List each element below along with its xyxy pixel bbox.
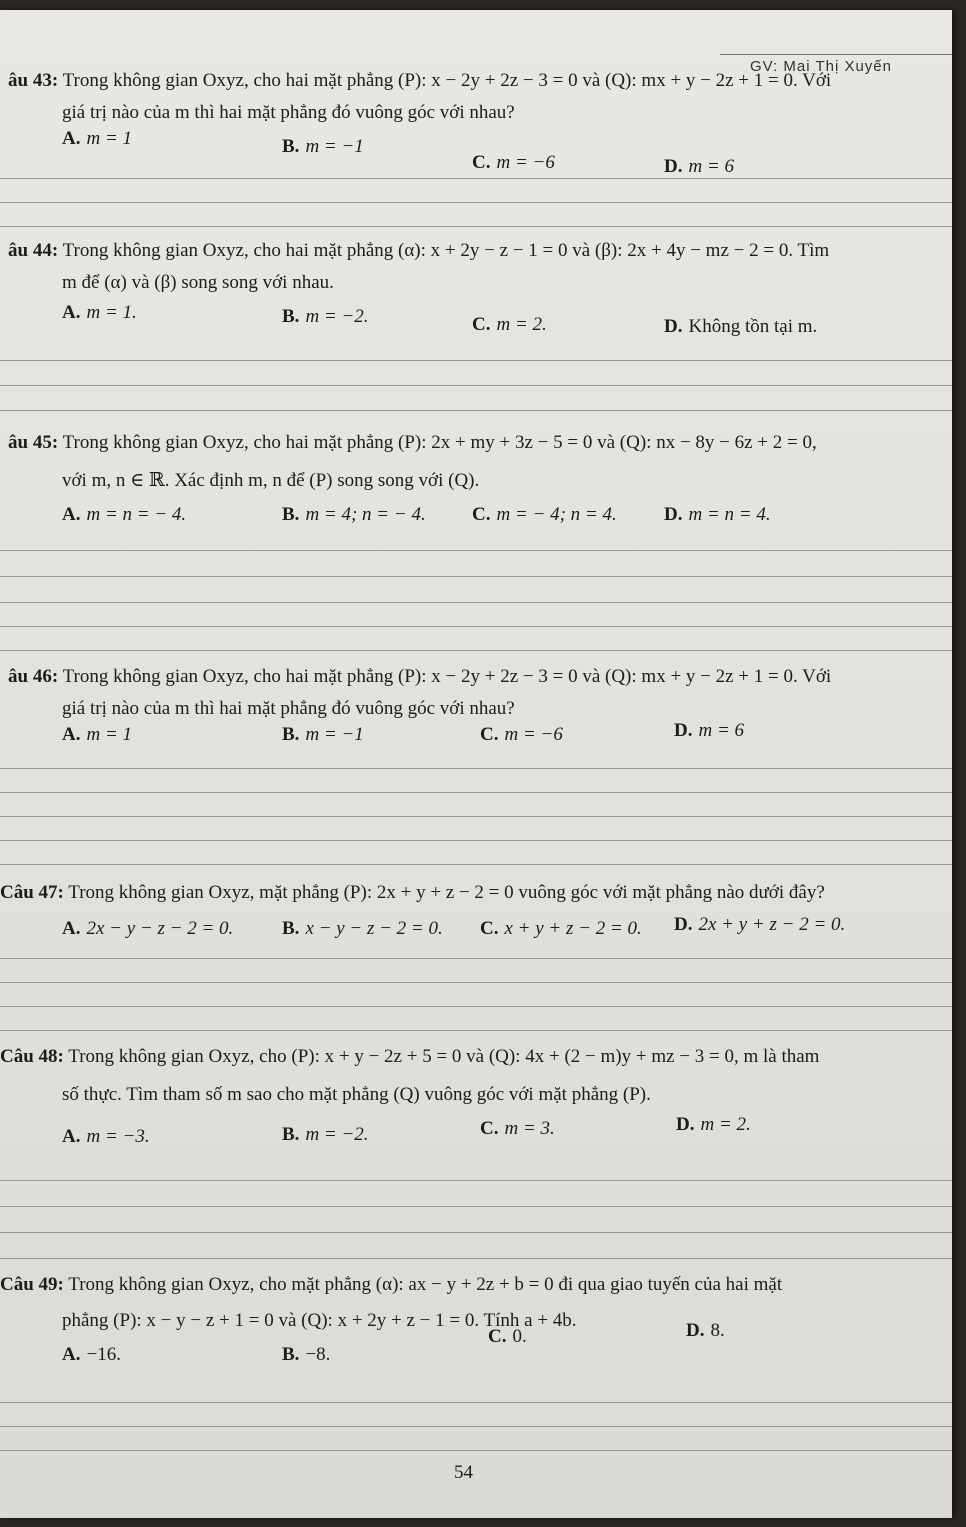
answer-line (0, 1258, 952, 1259)
answer-line (0, 1450, 952, 1451)
choices (0, 1114, 910, 1148)
answer-line (0, 1232, 952, 1233)
choice-c[interactable]: C. m = 3. (480, 1118, 555, 1139)
answer-line (0, 1402, 952, 1403)
choice-d[interactable]: D. m = n = 4. (664, 504, 771, 525)
question-label: Câu 49: (0, 1274, 64, 1295)
choice-b[interactable]: B. m = −1 (282, 136, 364, 157)
answer-line (0, 1180, 952, 1181)
choice-a[interactable]: A. m = 1 (62, 128, 133, 149)
choice-a[interactable]: A. m = −3. (62, 1126, 150, 1147)
choice-b[interactable]: B. x − y − z − 2 = 0. (282, 918, 443, 939)
answer-line (0, 958, 952, 959)
answer-line (0, 816, 952, 817)
choice-d[interactable]: D. m = 2. (676, 1114, 751, 1135)
choice-b[interactable]: B. m = −1 (282, 724, 364, 745)
choices (0, 126, 910, 177)
question-label: âu 46: (8, 666, 59, 687)
answer-line (0, 385, 952, 386)
choice-c[interactable]: C. m = −6 (472, 152, 555, 173)
question-text-2: với m, n ∈ ℝ. Xác định m, n để (P) song song với (Q). (62, 470, 480, 491)
choice-a[interactable]: A. m = 1 (62, 724, 133, 745)
choice-d[interactable]: D. 2x + y + z − 2 = 0. (674, 914, 846, 935)
choice-b[interactable]: B. m = −2. (282, 1124, 369, 1145)
answer-line (0, 1426, 952, 1427)
answer-line (0, 982, 952, 983)
choice-b[interactable]: B. −8. (282, 1344, 331, 1365)
question-text: Trong không gian Oxyz, cho mặt phẳng (α): ax − y + 2z + b = 0 đi qua giao tuyến của hai mặt (68, 1274, 783, 1295)
question-text-2: giá trị nào của m thì hai mặt phẳng đó vuông góc với nhau? (62, 698, 515, 719)
question-text: Trong không gian Oxyz, mặt phẳng (P): 2x + y + z − 2 = 0 vuông góc với mặt phẳng nào dưới đây? (68, 882, 825, 903)
question-text: Trong không gian Oxyz, cho hai mặt phẳng (α): x + 2y − z − 1 = 0 và (β): 2x + 4y − mz − 2 = 0. Tìm (62, 240, 830, 261)
choice-a[interactable]: A. m = n = − 4. (62, 504, 187, 525)
question-48 (0, 1044, 910, 1148)
choice-a[interactable]: A. m = 1. (62, 302, 137, 323)
question-text: Trong không gian Oxyz, cho hai mặt phẳng (P): x − 2y + 2z − 3 = 0 và (Q): mx + y − 2z + 1 = 0. Với (62, 70, 832, 91)
question-text-2: phẳng (P): x − y − z + 1 = 0 và (Q): x + 2y + z − 1 = 0. Tính a + 4b. (62, 1310, 577, 1331)
answer-line (0, 550, 952, 551)
question-label: âu 43: (8, 70, 59, 91)
choice-a[interactable]: A. 2x − y − z − 2 = 0. (62, 918, 234, 939)
question-text-2: m để (α) và (β) song song với nhau. (62, 272, 334, 293)
question-label: Câu 48: (0, 1046, 64, 1067)
choice-c[interactable]: C. m = −6 (480, 724, 563, 745)
answer-line (0, 768, 952, 769)
question-text: Trong không gian Oxyz, cho (P): x + y − 2z + 5 = 0 và (Q): 4x + (2 − m)y + mz − 3 = 0, m là tham (68, 1046, 820, 1067)
choice-b[interactable]: B. m = −2. (282, 306, 369, 327)
answer-line (0, 202, 952, 203)
question-text: Trong không gian Oxyz, cho hai mặt phẳng (P): 2x + my + 3z − 5 = 0 và (Q): nx − 8y − 6z + 2 = 0, (62, 432, 817, 453)
question-45 (0, 430, 910, 532)
answer-line (0, 410, 952, 411)
choice-d[interactable]: D. 8. (686, 1320, 725, 1341)
choice-d[interactable]: D. m = 6 (664, 156, 735, 177)
question-43 (0, 68, 910, 177)
question-text: Trong không gian Oxyz, cho hai mặt phẳng (P): x − 2y + 2z − 3 = 0 và (Q): mx + y − 2z + 1 = 0. Với (62, 666, 832, 687)
choice-c[interactable]: C. m = − 4; n = 4. (472, 504, 617, 525)
question-49 (0, 1272, 910, 1372)
question-label: âu 45: (8, 432, 59, 453)
choice-d[interactable]: D. Không tồn tại m. (664, 316, 818, 337)
answer-line (0, 1006, 952, 1007)
answer-line (0, 792, 952, 793)
question-text-2: số thực. Tìm tham số m sao cho mặt phẳng (Q) vuông góc với mặt phẳng (P). (62, 1084, 651, 1105)
answer-line (0, 626, 952, 627)
header-rule (720, 54, 952, 55)
teacher-name: GV: Mai Thị Xuyến (749, 58, 892, 75)
answer-line (0, 178, 952, 179)
answer-line (0, 864, 952, 865)
answer-line (0, 360, 952, 361)
question-label: Câu 47: (0, 882, 64, 903)
answer-line (0, 576, 952, 577)
question-label: âu 44: (8, 240, 59, 261)
choices (0, 300, 910, 337)
choice-b[interactable]: B. m = 4; n = − 4. (282, 504, 426, 525)
question-44 (0, 238, 910, 337)
choice-a[interactable]: A. −16. (62, 1344, 121, 1365)
choices (0, 502, 910, 532)
answer-line (0, 1206, 952, 1207)
page-number: 54 (454, 1462, 473, 1483)
answer-line (0, 1030, 952, 1031)
choices (0, 722, 910, 752)
choices (0, 916, 910, 946)
answer-line (0, 840, 952, 841)
worksheet-page (0, 10, 952, 1518)
choice-c[interactable]: C. m = 2. (472, 314, 547, 335)
choice-d[interactable]: D. m = 6 (674, 720, 745, 741)
choice-c[interactable]: C. x + y + z − 2 = 0. (480, 918, 642, 939)
answer-line (0, 602, 952, 603)
question-text-2: giá trị nào của m thì hai mặt phẳng đó vuông góc với nhau? (62, 102, 515, 123)
question-46 (0, 664, 910, 752)
choice-c[interactable]: C. 0. (488, 1326, 527, 1347)
answer-line (0, 650, 952, 651)
question-47 (0, 880, 910, 946)
answer-line (0, 226, 952, 227)
